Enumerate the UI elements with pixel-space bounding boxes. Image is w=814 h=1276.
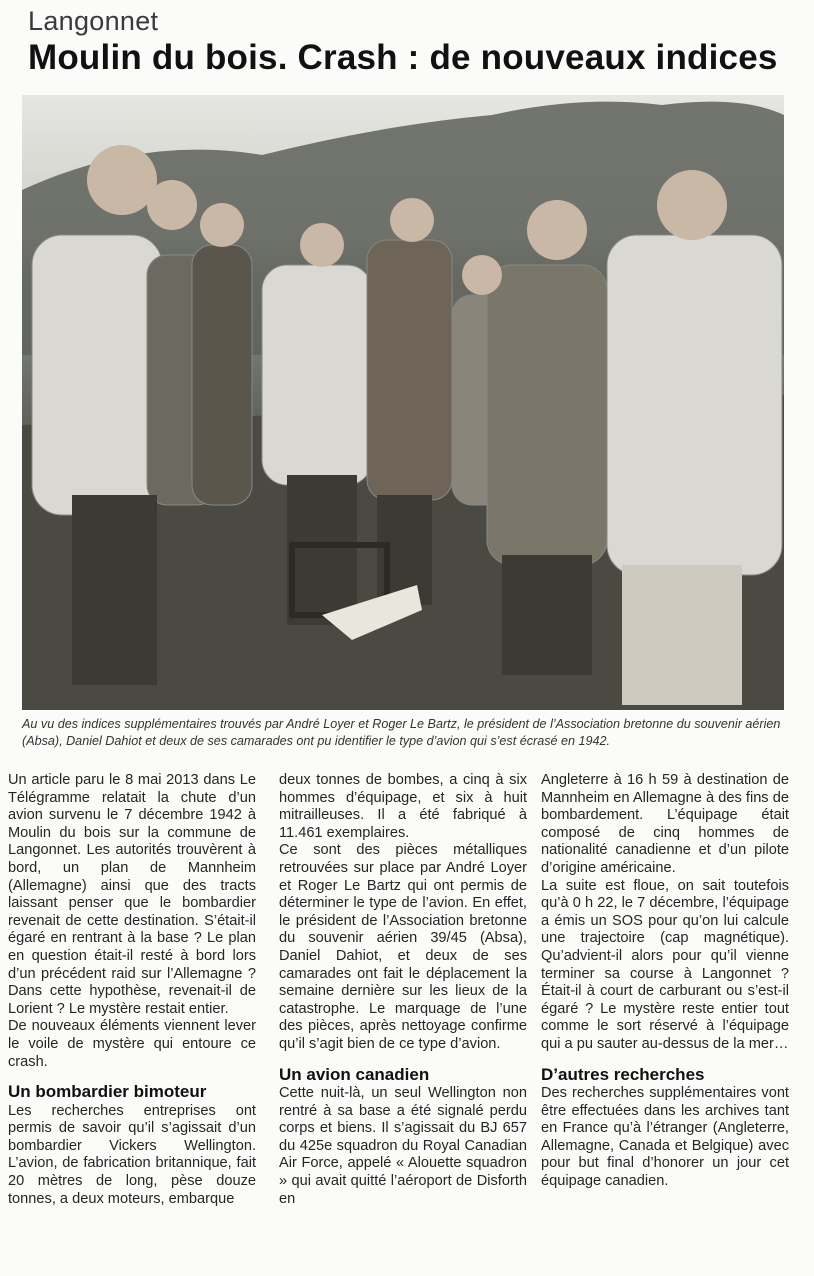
paragraph: Les recherches entreprises ont permis de savoir qu’il s’agissait d’un bombardier Vickers Wellington. L’avion, de fabrication britannique, fait 20 mètres de long, pèse douze tonnes, a deux moteurs, embarque bbox=[8, 1102, 256, 1207]
paragraph: deux tonnes de bombes, a cinq à six hommes d’équipage, et six à huit mitrailleuses. Il a été fabriqué à 11.461 exemplaires. bbox=[279, 772, 527, 841]
article-kicker: Langonnet bbox=[28, 6, 159, 36]
subheading: Un avion canadien bbox=[279, 1064, 430, 1084]
subheading: D’autres recherches bbox=[541, 1064, 705, 1084]
paragraph: De nouveaux éléments viennent lever le voile de mystère qui entoure ce crash. bbox=[8, 1018, 256, 1070]
paragraph: La suite est floue, on sait toutefois qu’à 0 h 22, le 7 décembre, l’équipage a émis un SOS pour qu’on lui calcule une trajectoire (cap magnétique). Qu’advient-il alors pour qu’il vienne terminer sa course à Langonnet ? Était-il à court de carburant ou s’est-il égaré ? Le mystère reste entier tout comme le sort réservé à l’équipage qui a pu sauter au-dessus de la mer… bbox=[541, 877, 789, 1052]
paragraph: Un article paru le 8 mai 2013 dans Le Télégramme relatait la chute d’un avion survenu le 7 décembre 1942 à Moulin du bois sur la commune de Langonnet. Les autorités trouvèrent à bord, un plan de Mannheim (Allemagne) ainsi que des tracts laissant penser que le bombardier revenait de cette destination. S’était-il égaré en rentrant à la base ? Le plan en question était-il resté à bord lors d’un précédent raid sur l’Allemagne ? Dans cette hypothèse, revenait-il de Lorient ? Le mystère restait entier. bbox=[8, 772, 256, 1017]
paragraph: Angleterre à 16 h 59 à destination de Mannheim en Allemagne à des fins de bombardement. L’équipage était composé de cinq hommes de nationalité canadienne et d’un pilote d’origine américaine. bbox=[541, 772, 789, 876]
paragraph: Ce sont des pièces métalliques retrouvées sur place par André Loyer et Roger Le Bartz qui ont permis de déterminer le type de l’avion. En effet, le président de l’Association bretonne du souvenir aérien 39/45 (Absa), Daniel Dahiot, et deux de ses camarades ont fait le déplacement la semaine dernière sur les lieux de la catastrophe. Le marquage de l’une des pièces, après nettoyage confirme qu’il s’agit bien de ce type d’avion. bbox=[279, 842, 527, 1052]
subheading: Un bombardier bimoteur bbox=[8, 1082, 207, 1102]
article-photo bbox=[22, 95, 784, 710]
article-headline: Moulin du bois. Crash : de nouveaux indices bbox=[28, 38, 778, 77]
article-column-3 bbox=[541, 772, 789, 1191]
paragraph: Des recherches supplémentaires vont être effectuées dans les archives tant en France qu’à l’étranger (Angleterre, Allemagne, Canada et Belgique) avec pour but final d’honorer un jour cet équipage canadien. bbox=[541, 1085, 789, 1190]
photo-caption: Au vu des indices supplémentaires trouvés par André Loyer et Roger Le Bartz, le président de l’Association bretonne du souvenir aérien (Absa), Daniel Dahiot et deux de ses camarades ont pu identifier le type d’avion qui s’est écrasé en 1942. bbox=[22, 717, 781, 748]
article-column-2 bbox=[279, 772, 527, 1208]
article-column-1 bbox=[8, 772, 256, 1208]
paragraph: Cette nuit-là, un seul Wellington non rentré à sa base a été signalé perdu corps et biens. Il s’agissait du BJ 657 du 425e squadron du Royal Canadian Air Force, appelé « Alouette squadron » qui avait quitté l’aéroport de Disforth en bbox=[279, 1085, 527, 1207]
group-photo-illustration bbox=[22, 95, 784, 710]
